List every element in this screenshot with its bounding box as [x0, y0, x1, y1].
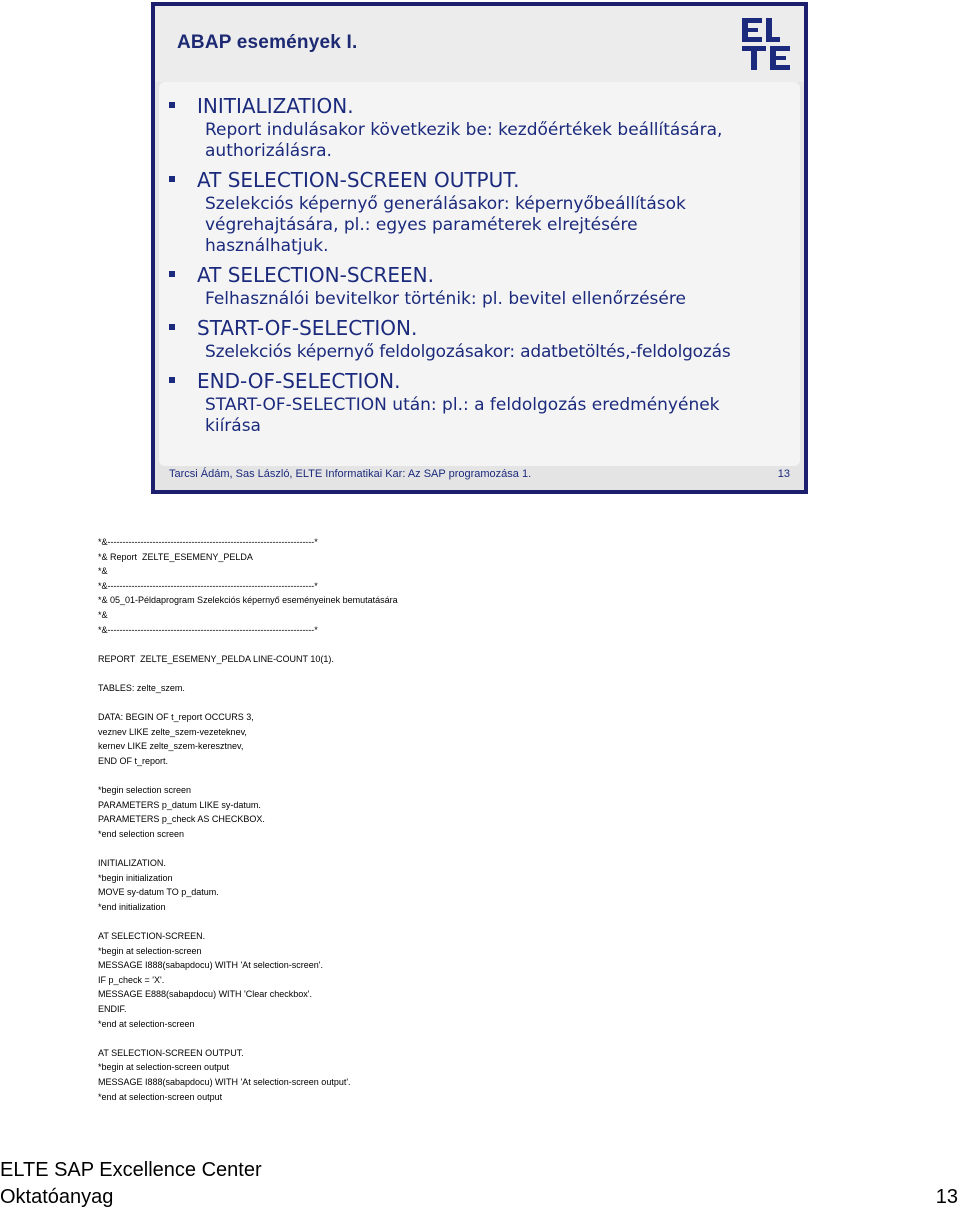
code-listing [98, 535, 518, 1104]
code-line: AT SELECTION-SCREEN. [98, 931, 206, 942]
code-line: veznev LIKE zelte_szem-vezeteknev, [98, 726, 247, 737]
code-line: *& 05_01-Példaprogram Szelekciós képernyő eseményeinek bemutatására [98, 595, 398, 606]
footer-document-type: Oktatóanyag [0, 1186, 114, 1208]
code-line: *begin initialization [98, 872, 173, 883]
item-heading [169, 369, 789, 393]
item-description-line: kiírása [205, 416, 261, 436]
item-description [169, 342, 789, 363]
code-line: *end selection screen [98, 828, 185, 839]
code-line: MESSAGE I888(sabapdocu) WITH 'At selection-screen output'. [98, 1076, 351, 1087]
code-line: IF p_check = 'X'. [98, 974, 165, 985]
code-line: PARAMETERS p_datum LIKE sy-datum. [98, 799, 261, 810]
code-line: *&---------------------------------------------------------------------* [98, 624, 318, 635]
code-line: TABLES: zelte_szem. [98, 682, 185, 693]
square-bullet-icon [169, 102, 175, 108]
code-line [98, 914, 518, 929]
footer-page-number: 13 [935, 1186, 958, 1208]
slide [151, 2, 808, 494]
code-line: MESSAGE I888(sabapdocu) WITH 'At selection-screen'. [98, 960, 324, 971]
code-line: *end initialization [98, 901, 166, 912]
code-line [98, 841, 518, 856]
item-description [169, 289, 789, 310]
item-heading-text: INITIALIZATION. [197, 94, 354, 118]
slide-item [169, 369, 789, 437]
code-line: MESSAGE E888(sabapdocu) WITH 'Clear checkbox'. [98, 989, 313, 1000]
code-line: *begin selection screen [98, 785, 192, 796]
footer-organization: ELTE SAP Excellence Center [0, 1159, 262, 1181]
code-line: END OF t_report. [98, 755, 169, 766]
slide-item [169, 316, 789, 363]
code-line: *begin at selection-screen [98, 945, 202, 956]
item-description-line: Szelekciós képernyő feldolgozásakor: adatbetöltés,-feldolgozás [205, 342, 731, 362]
item-description [169, 194, 789, 257]
item-heading-text: AT SELECTION-SCREEN OUTPUT. [197, 168, 520, 192]
item-heading-text: START-OF-SELECTION. [197, 316, 418, 340]
code-line: PARAMETERS p_check AS CHECKBOX. [98, 814, 265, 825]
code-line [98, 666, 518, 681]
elte-logo [740, 16, 794, 72]
code-line [98, 637, 518, 652]
slide-item [169, 263, 789, 310]
item-description-line: authorizálásra. [205, 141, 332, 161]
square-bullet-icon [169, 176, 175, 182]
slide-item [169, 168, 789, 257]
item-description-line: Szelekciós képernyő generálásakor: képernyőbeállítások [205, 194, 686, 214]
slide-item [169, 94, 789, 162]
code-line [98, 696, 518, 711]
slide-footer: Tarcsi Ádám, Sas László, ELTE Informatikai Kar: Az SAP programozása 1. [169, 468, 532, 480]
slide-item-list [169, 94, 789, 443]
item-heading-text: AT SELECTION-SCREEN. [197, 263, 434, 287]
code-line: *end at selection-screen [98, 1018, 195, 1029]
item-heading [169, 316, 789, 340]
code-line: DATA: BEGIN OF t_report OCCURS 3, [98, 712, 254, 723]
code-line: MOVE sy-datum TO p_datum. [98, 887, 219, 898]
square-bullet-icon [169, 324, 175, 330]
slide-title: ABAP események I. [177, 32, 358, 53]
item-heading-text: END-OF-SELECTION. [197, 369, 401, 393]
code-line: INITIALIZATION. [98, 858, 166, 869]
item-description-line: START-OF-SELECTION után: pl.: a feldolgozás eredményének [205, 395, 720, 415]
code-line: *begin at selection-screen output [98, 1062, 230, 1073]
square-bullet-icon [169, 377, 175, 383]
code-line: *&---------------------------------------------------------------------* [98, 580, 318, 591]
code-line: *& [98, 566, 108, 577]
code-line: *& Report ZELTE_ESEMENY_PELDA [98, 551, 253, 562]
code-line [98, 1031, 518, 1046]
code-line: kernev LIKE zelte_szem-keresztnev, [98, 741, 244, 752]
code-line: *end at selection-screen output [98, 1091, 223, 1102]
item-description [169, 395, 789, 437]
item-heading [169, 168, 789, 192]
item-description-line: használhatjuk. [205, 236, 329, 256]
slide-header [155, 6, 804, 82]
code-line: *&---------------------------------------------------------------------* [98, 537, 318, 547]
item-heading [169, 263, 789, 287]
item-description [169, 120, 789, 162]
code-line: ENDIF. [98, 1004, 127, 1014]
square-bullet-icon [169, 271, 175, 277]
item-description-line: Felhasználói bevitelkor történik: pl. bevitel ellenőrzésére [205, 289, 686, 309]
code-line: *& [98, 609, 108, 620]
code-line [98, 769, 518, 784]
item-description-line: Report indulásakor következik be: kezdőértékek beállítására, [205, 120, 723, 140]
item-heading [169, 94, 789, 118]
slide-page-number: 13 [777, 468, 790, 480]
code-line: AT SELECTION-SCREEN OUTPUT. [98, 1047, 244, 1058]
code-line: REPORT ZELTE_ESEMENY_PELDA LINE-COUNT 10(1). [98, 653, 334, 664]
item-description-line: végrehajtására, pl.: egyes paraméterek elrejtésére [205, 215, 638, 235]
